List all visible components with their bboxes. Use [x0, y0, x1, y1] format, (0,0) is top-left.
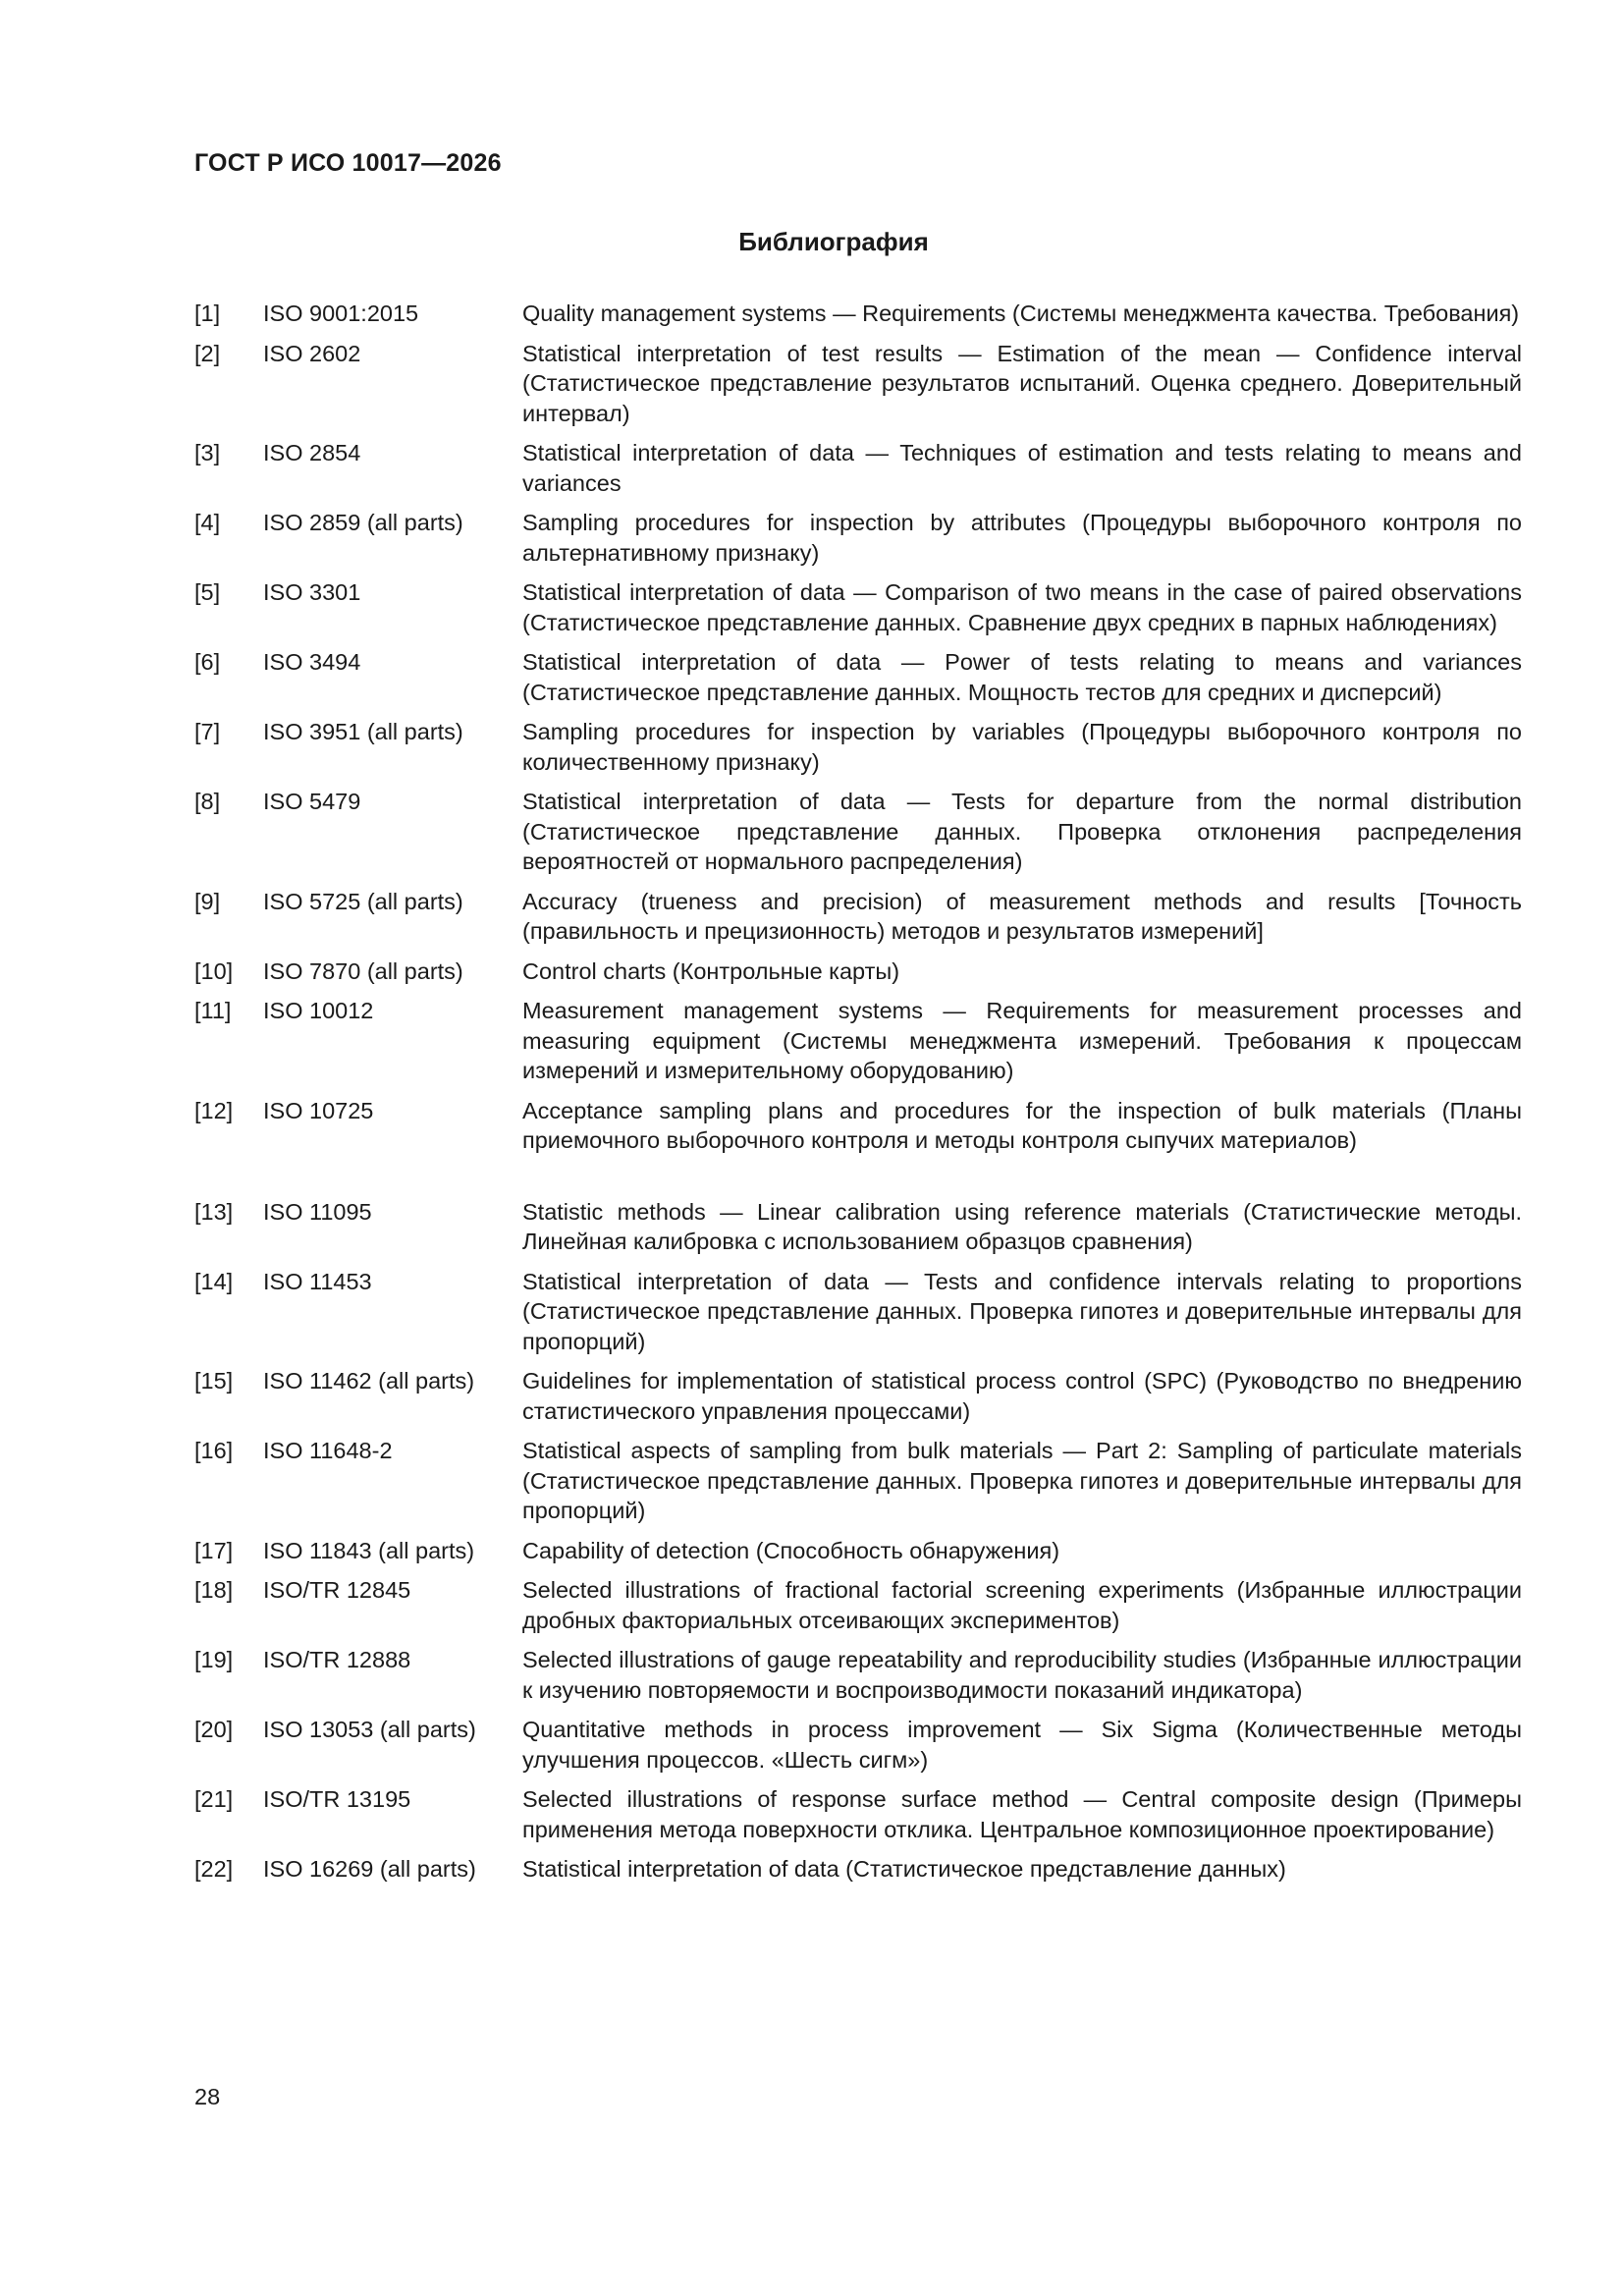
entry-standard-code: ISO 11095 [263, 1198, 372, 1225]
entry-number: [9] [194, 888, 221, 914]
entry-number: [7] [194, 719, 221, 744]
entry-number: [1] [194, 301, 221, 326]
entry-standard-code: ISO/TR 13195 [263, 1786, 411, 1812]
page-number: 28 [194, 2084, 221, 2109]
bibliography-entry [194, 1854, 1522, 1885]
entry-standard-code: ISO 2859 (all parts) [263, 510, 463, 535]
entry-standard-code: ISO 11462 (all parts) [263, 1368, 475, 1394]
entry-standard-code: ISO 5725 (all parts) [263, 888, 463, 914]
entry-standard-code: ISO 2602 [263, 340, 361, 366]
bibliography-entry [194, 787, 1522, 877]
bibliography-entry [194, 1784, 1522, 1844]
entry-title: Statistical interpretation of data — Tests and confidence intervals relating to proportions (Статистическое представление данных. Проверка гипотез и доверительные интервалы для пропорций) [522, 1268, 1522, 1354]
section-title: Библиография [738, 227, 929, 256]
entry-title: Statistical aspects of sampling from bulk materials — Part 2: Sampling of particulate materials (Статистическое представление данных. Проверка гипотез и доверительные интервалы для пропорций) [522, 1438, 1522, 1523]
entry-title: Statistic methods — Linear calibration using reference materials (Статистические методы. Линейная калибровка с использованием образцов сравнения) [522, 1198, 1522, 1254]
entry-title: Control charts (Контрольные карты) [522, 957, 900, 984]
entry-standard-code: ISO 11843 (all parts) [263, 1537, 475, 1563]
entry-standard-code: ISO 3494 [263, 649, 361, 675]
entry-title: Statistical interpretation of data — Power of tests relating to means and variances (Статистическое представление данных. Мощность тестов для средних и дисперсий) [522, 649, 1522, 705]
entry-number: [22] [194, 1856, 234, 1882]
bibliography-list [194, 299, 1522, 1894]
bibliography-entry [194, 1715, 1522, 1775]
entry-title: Sampling procedures for inspection by variables (Процедуры выборочного контроля по количественному признаку) [522, 719, 1522, 775]
entry-standard-code: ISO 10012 [263, 998, 374, 1023]
entry-title: Statistical interpretation of data — Techniques of estimation and tests relating to means and variances [522, 440, 1522, 496]
bibliography-entry [194, 717, 1522, 777]
entry-standard-code: ISO 7870 (all parts) [263, 957, 463, 984]
entry-number: [19] [194, 1647, 234, 1672]
entry-number: [14] [194, 1268, 234, 1294]
entry-standard-code: ISO 16269 (all parts) [263, 1856, 476, 1882]
bibliography-entry [194, 887, 1522, 947]
entry-title: Statistical interpretation of data — Tests for departure from the normal distribution (Статистическое представление данных. Проверка отклонения распределения вероятностей от нормального распределения) [522, 789, 1522, 874]
entry-number: [12] [194, 1097, 234, 1123]
bibliography-entry [194, 339, 1522, 429]
entry-standard-code: ISO 11648-2 [263, 1438, 393, 1463]
entry-title: Measurement management systems — Requirements for measurement processes and measuring equipment (Системы менеджмента измерений. Требования к процессам измерений и измерительному оборудованию) [522, 998, 1522, 1083]
entry-title: Sampling procedures for inspection by attributes (Процедуры выборочного контроля по альтернативному признаку) [522, 510, 1522, 566]
bibliography-entry [194, 1645, 1522, 1705]
entry-standard-code: ISO/TR 12845 [263, 1577, 411, 1603]
bibliography-entry [194, 1197, 1522, 1257]
bibliography-entry [194, 1436, 1522, 1526]
bibliography-entry [194, 647, 1522, 707]
entry-standard-code: ISO 11453 [263, 1268, 372, 1294]
entry-number: [21] [194, 1786, 234, 1812]
bibliography-entry [194, 1366, 1522, 1426]
entry-standard-code: ISO 10725 [263, 1097, 374, 1123]
entry-number: [4] [194, 510, 221, 535]
entry-title: Quality management systems — Requirements (Системы менеджмента качества. Требования) [522, 301, 1520, 326]
entry-standard-code: ISO/TR 12888 [263, 1647, 411, 1672]
entry-title: Accuracy (trueness and precision) of measurement methods and results [Точность (правильность и прецизионность) методов и результатов измерений] [522, 888, 1522, 944]
bibliography-entry [194, 299, 1522, 329]
entry-title: Guidelines for implementation of statistical process control (SPC) (Руководство по внедрению статистического управления процессами) [522, 1368, 1522, 1424]
entry-standard-code: ISO 3301 [263, 579, 361, 605]
entry-number: [16] [194, 1438, 234, 1463]
bibliography-entry [194, 1536, 1522, 1566]
entry-number: [6] [194, 649, 221, 675]
entry-standard-code: ISO 3951 (all parts) [263, 719, 463, 744]
entry-title: Capability of detection (Способность обнаружения) [522, 1537, 1060, 1563]
entry-standard-code: ISO 5479 [263, 789, 361, 814]
entry-title: Quantitative methods in process improvement — Six Sigma (Количественные методы улучшения процессов. «Шесть сигм») [522, 1717, 1522, 1773]
entry-title: Acceptance sampling plans and procedures for the inspection of bulk materials (Планы приемочного выборочного контроля и методы контроля сыпучих материалов) [522, 1097, 1522, 1153]
document-header: ГОСТ Р ИСО 10017—2026 [194, 149, 502, 177]
entry-number: [5] [194, 579, 221, 605]
entry-number: [11] [194, 998, 232, 1023]
bibliography-entry [194, 996, 1522, 1086]
entry-number: [2] [194, 340, 221, 366]
entry-standard-code: ISO 2854 [263, 440, 361, 465]
bibliography-entry [194, 1575, 1522, 1635]
entry-number: [3] [194, 440, 221, 465]
bibliography-entry [194, 957, 1522, 987]
entry-number: [8] [194, 789, 221, 814]
entry-title: Statistical interpretation of test results — Estimation of the mean — Confidence interval (Статистическое представление результатов испытаний. Оценка среднего. Доверительный интервал) [522, 340, 1522, 426]
bibliography-entry [194, 577, 1522, 637]
bibliography-entry [194, 1096, 1522, 1156]
entry-title: Selected illustrations of fractional factorial screening experiments (Избранные иллюстрации дробных факториальных отсеивающих экспериментов) [522, 1577, 1522, 1633]
bibliography-entry [194, 508, 1522, 568]
entry-number: [15] [194, 1368, 234, 1394]
entry-number: [13] [194, 1198, 234, 1225]
entry-number: [17] [194, 1537, 234, 1563]
entry-number: [18] [194, 1577, 234, 1603]
entry-number: [10] [194, 957, 234, 984]
entry-standard-code: ISO 9001:2015 [263, 301, 419, 326]
entry-title: Statistical interpretation of data (Статистическое представление данных) [522, 1856, 1286, 1882]
entry-standard-code: ISO 13053 (all parts) [263, 1717, 476, 1742]
entry-title: Selected illustrations of gauge repeatability and reproducibility studies (Избранные иллюстрации к изучению повторяемости и воспроизводимости показаний индикатора) [522, 1647, 1522, 1703]
entry-title: Statistical interpretation of data — Comparison of two means in the case of paired observations (Статистическое представление данных. Сравнение двух средних в парных наблюдениях) [522, 579, 1522, 635]
entry-title: Selected illustrations of response surface method — Central composite design (Примеры применения метода поверхности отклика. Центральное композиционное проектирование) [522, 1786, 1522, 1842]
entry-number: [20] [194, 1717, 234, 1742]
bibliography-entry [194, 1267, 1522, 1357]
bibliography-entry [194, 438, 1522, 498]
